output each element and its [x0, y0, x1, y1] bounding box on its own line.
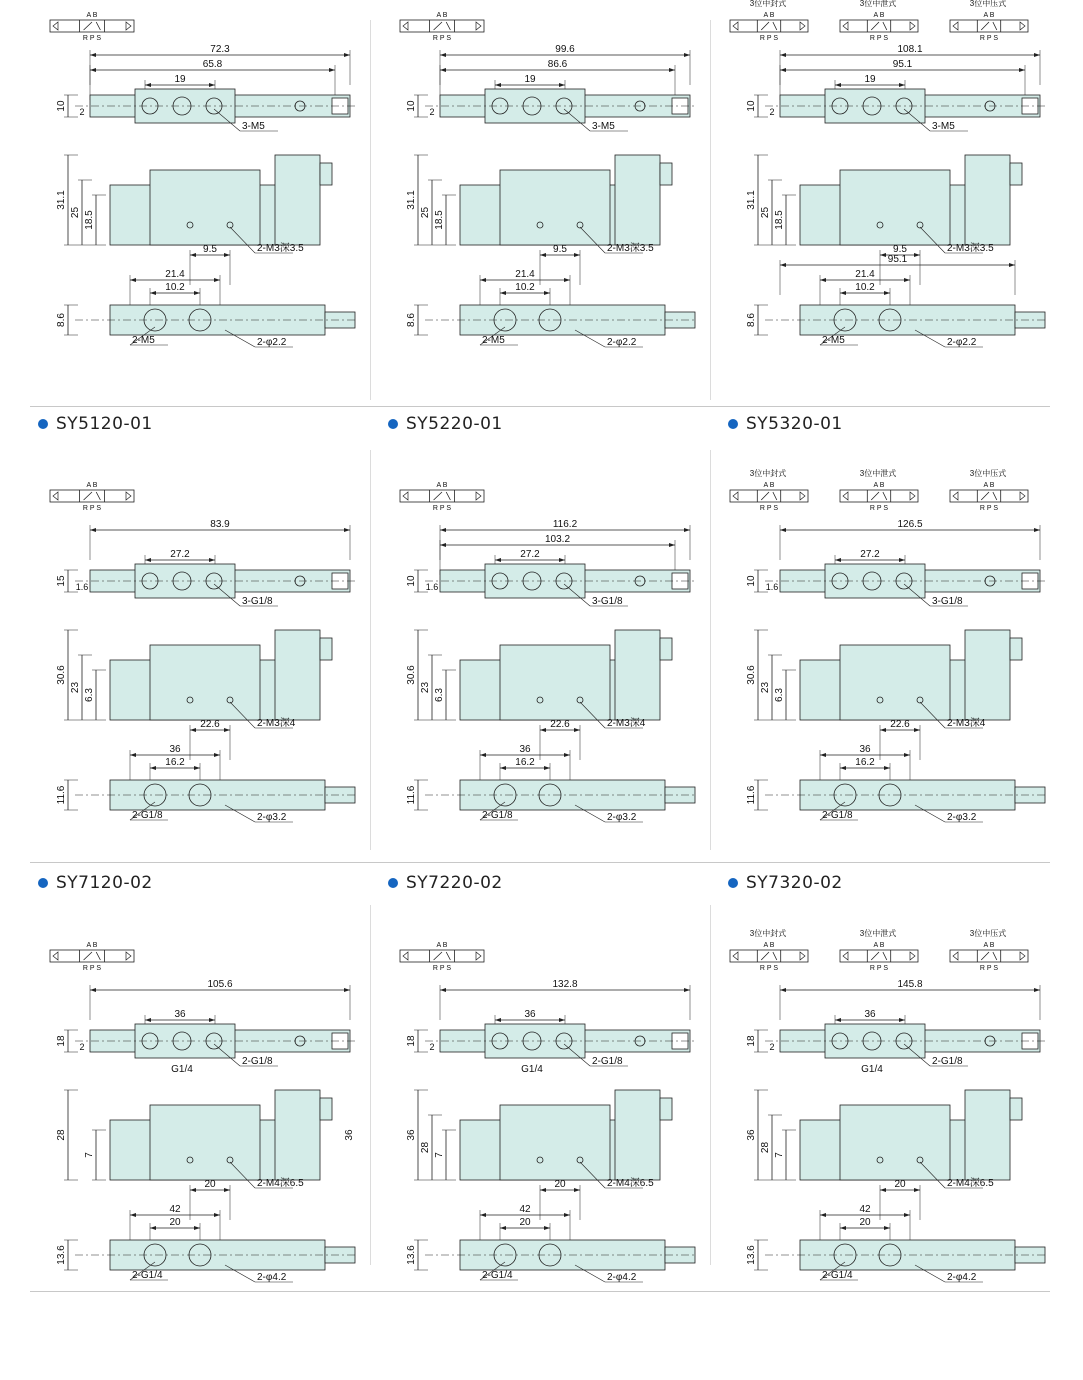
- dim-width: 10: [406, 575, 417, 587]
- port-callout: 2-G1/8: [132, 810, 163, 821]
- dim-bottom-height: 13.6: [406, 1245, 417, 1265]
- symbol-port-labels-bottom: R P S: [869, 505, 889, 512]
- bullet-icon: [388, 419, 398, 429]
- symbol-port-labels-top: A B: [763, 482, 775, 489]
- hole-callout: 2-φ2.2: [607, 337, 637, 348]
- symbol-port-labels-bottom: R P S: [759, 965, 779, 972]
- hole-callout: 2-φ3.2: [257, 812, 287, 823]
- dim-port-span: 36: [169, 744, 181, 755]
- bullet-icon: [38, 419, 48, 429]
- dim-port-pitch: 10.2: [855, 282, 875, 293]
- solenoid-coil: [275, 630, 320, 720]
- valve-symbol-icon: [400, 482, 484, 512]
- valve-symbol-icon: [950, 12, 1028, 42]
- dim-port-span: 21.4: [165, 269, 185, 280]
- solenoid-coil: [965, 1090, 1010, 1180]
- dim-port-span: 36: [519, 744, 531, 755]
- bottom-view: [406, 744, 695, 823]
- valve-symbol-icon: [730, 942, 808, 972]
- dim-inner-length: 86.6: [547, 59, 568, 70]
- dim-port-span: 36: [859, 744, 871, 755]
- valve-symbol-icon: [840, 482, 918, 512]
- symbol-variant-label: 3位中压式: [969, 929, 1007, 938]
- screw-callout: 2-M3深4: [607, 718, 646, 729]
- dim-screw-pitch: 22.6: [550, 719, 570, 730]
- symbol-port-labels-bottom: R P S: [869, 965, 889, 972]
- symbol-port-labels-bottom: R P S: [82, 35, 102, 42]
- symbol-port-labels-top: A B: [86, 942, 98, 949]
- dim-screw-pitch: 20: [554, 1179, 566, 1190]
- port-callout: 3-M5: [932, 121, 955, 132]
- dim-bottom-height: 13.6: [56, 1245, 67, 1265]
- port-callout: 3-G1/8: [242, 596, 273, 607]
- symbol-port-labels-bottom: R P S: [979, 35, 999, 42]
- dim-height: 30.6: [746, 665, 757, 685]
- dim-height: 36: [746, 1129, 757, 1141]
- dim-bottom-height: 11.6: [56, 785, 67, 805]
- dim-port-pitch: 20: [519, 1217, 531, 1228]
- bottom-view: [406, 1204, 695, 1283]
- dim-height: 30.6: [406, 665, 417, 685]
- port-callout: 2-M5: [482, 335, 505, 346]
- dim-offset: 1.6: [765, 582, 779, 592]
- symbol-port-labels-top: A B: [983, 482, 995, 489]
- model-title: [38, 873, 153, 893]
- port-callout: 2-G1/4: [822, 1270, 853, 1281]
- valve-cell: [720, 440, 1070, 880]
- valve-drawing: [30, 0, 380, 440]
- symbol-port-labels-top: A B: [436, 12, 448, 19]
- dim-height: 31.1: [56, 190, 67, 210]
- dim-bottom-height: 8.6: [746, 313, 757, 327]
- hole-callout: 2-φ4.2: [257, 1272, 287, 1283]
- symbol-variant-label: 3位中封式: [749, 929, 787, 938]
- dim-bottom-height: 11.6: [746, 785, 757, 805]
- dim-screw-pitch: 20: [204, 1179, 216, 1190]
- port-callout: 2-G1/4: [132, 1270, 163, 1281]
- dim-body-height: 28: [760, 1141, 771, 1154]
- symbol-port-labels-top: A B: [983, 12, 995, 19]
- valve-symbol-icon: [840, 12, 918, 42]
- dim-overall-length: 99.6: [555, 44, 575, 55]
- side-view: [56, 155, 332, 285]
- valve-symbol-icon: [50, 942, 134, 972]
- dim-mid-height: 7: [84, 1152, 95, 1158]
- valve-drawing: [720, 900, 1070, 1340]
- port-callout-2: G1/4: [521, 1064, 543, 1075]
- port-callout: 3-M5: [242, 121, 265, 132]
- symbol-port-labels-top: A B: [763, 12, 775, 19]
- port-callout: 2-G1/8: [242, 1056, 273, 1067]
- dim-port-spacing: 36: [524, 1009, 536, 1020]
- dim-mid-height: 7: [434, 1152, 445, 1158]
- dim-width: 10: [746, 575, 757, 587]
- dim-offset: 2: [79, 107, 85, 117]
- dim-overall-length: 132.8: [552, 979, 578, 990]
- dim-overall-length: 126.5: [897, 519, 923, 530]
- dim-port-pitch: 10.2: [165, 282, 185, 293]
- solenoid-coil: [615, 630, 660, 720]
- dim-width: 18: [406, 1035, 417, 1047]
- solenoid-coil: [615, 1090, 660, 1180]
- dim-port-span: 42: [169, 1204, 181, 1215]
- model-name: SY7220-02: [406, 873, 503, 893]
- symbol-port-labels-top: A B: [436, 942, 448, 949]
- dim-height: 28: [56, 1129, 67, 1141]
- dim-body-height: 23: [420, 681, 431, 694]
- symbol-port-labels-bottom: R P S: [869, 35, 889, 42]
- dim-body-height: 23: [70, 681, 81, 694]
- dim-offset: 2: [429, 107, 435, 117]
- valve-cell: [30, 440, 380, 880]
- symbol-port-labels-bottom: R P S: [759, 505, 779, 512]
- symbol-variant-label: 3位中泄式: [859, 469, 897, 478]
- dim-mid-height: 18.5: [84, 210, 95, 230]
- top-view: [406, 44, 695, 132]
- symbol-variant-label: 3位中泄式: [859, 0, 897, 8]
- symbol-port-labels-top: A B: [983, 942, 995, 949]
- symbol-variant-label: 3位中封式: [749, 0, 787, 8]
- valve-drawing: [30, 900, 380, 1340]
- dim-right-height: 36: [344, 1129, 355, 1141]
- dim-mid-height: 6.3: [434, 688, 445, 702]
- valve-symbol-icon: [400, 12, 484, 42]
- model-title: [388, 414, 503, 434]
- screw-callout: 2-M3深4: [947, 718, 986, 729]
- valve-drawing: [380, 0, 720, 440]
- dim-body-height: 25: [420, 206, 431, 219]
- symbol-port-labels-bottom: R P S: [432, 965, 452, 972]
- bottom-view: [406, 269, 695, 348]
- dim-offset: 1.6: [75, 582, 89, 592]
- valve-cell: [720, 0, 1070, 440]
- bullet-icon: [38, 878, 48, 888]
- dim-port-spacing: 27.2: [170, 549, 190, 560]
- dim-inner-length: 103.2: [544, 534, 571, 545]
- dim-port-pitch: 16.2: [515, 757, 535, 768]
- top-view: [56, 979, 355, 1075]
- hole-callout: 2-φ4.2: [947, 1272, 977, 1283]
- dim-screw-pitch: 9.5: [553, 244, 567, 255]
- dim-width: 10: [406, 100, 417, 112]
- bullet-icon: [728, 419, 738, 429]
- port-callout: 3-M5: [592, 121, 615, 132]
- top-view: [406, 519, 695, 607]
- screw-callout: 2-M4深6.5: [257, 1178, 304, 1189]
- dim-inner-length: 65.8: [202, 59, 223, 70]
- dim-width: 15: [56, 575, 67, 587]
- dim-mid-height: 18.5: [774, 210, 785, 230]
- screw-callout: 2-M3深3.5: [257, 243, 304, 254]
- dim-port-spacing: 19: [174, 74, 186, 85]
- top-view: [746, 979, 1045, 1075]
- dim-screw-pitch: 9.5: [893, 244, 907, 255]
- dim-screw-pitch: 22.6: [200, 719, 220, 730]
- symbol-port-labels-top: A B: [763, 942, 775, 949]
- valve-drawing: [380, 440, 720, 880]
- valve-cell: [30, 0, 380, 440]
- symbol-port-labels-bottom: R P S: [82, 965, 102, 972]
- valve-drawing: [30, 440, 380, 880]
- dim-port-spacing: 19: [864, 74, 876, 85]
- symbol-port-labels-bottom: R P S: [432, 505, 452, 512]
- symbol-port-labels-bottom: R P S: [979, 505, 999, 512]
- screw-callout: 2-M3深3.5: [947, 243, 994, 254]
- side-view: [746, 1090, 1022, 1220]
- symbol-port-labels-bottom: R P S: [82, 505, 102, 512]
- model-title: [728, 414, 843, 434]
- dim-mid-height: 7: [774, 1152, 785, 1158]
- dim-overall-length: 145.8: [897, 979, 923, 990]
- dim-port-pitch: 20: [169, 1217, 181, 1228]
- dim-offset: 2: [769, 107, 775, 117]
- dim-body-height: 23: [760, 681, 771, 694]
- dim-bottom-height: 11.6: [406, 785, 417, 805]
- dim-mid-height: 18.5: [434, 210, 445, 230]
- hole-callout: 2-φ2.2: [947, 337, 977, 348]
- symbol-variant-label: 3位中泄式: [859, 929, 897, 938]
- dim-port-span: 42: [519, 1204, 531, 1215]
- solenoid-coil: [615, 155, 660, 245]
- top-view: [746, 519, 1045, 607]
- bottom-view: [56, 269, 355, 348]
- dim-offset: 1.6: [425, 582, 439, 592]
- model-title: [38, 414, 153, 434]
- port-callout: 3-G1/8: [592, 596, 623, 607]
- dim-height: 36: [406, 1129, 417, 1141]
- valve-drawing: [720, 440, 1070, 880]
- port-callout: 3-G1/8: [932, 596, 963, 607]
- model-title: [388, 873, 503, 893]
- symbol-variant-label: 3位中封式: [749, 469, 787, 478]
- valve-drawing: [720, 0, 1070, 440]
- symbol-port-labels-bottom: R P S: [759, 35, 779, 42]
- dim-port-spacing: 27.2: [860, 549, 880, 560]
- hole-callout: 2-φ4.2: [607, 1272, 637, 1283]
- dim-body-height: 28: [420, 1141, 431, 1154]
- bottom-view: [746, 254, 1045, 348]
- valve-cell: [380, 0, 720, 440]
- dim-width: 18: [56, 1035, 67, 1047]
- dim-height: 31.1: [746, 190, 757, 210]
- dim-bottom-length: 95.1: [887, 254, 908, 265]
- port-callout: 2-M5: [822, 335, 845, 346]
- dim-width: 10: [746, 100, 757, 112]
- valve-cell: [720, 900, 1070, 1340]
- dim-port-pitch: 10.2: [515, 282, 535, 293]
- side-view: [746, 630, 1022, 760]
- top-view: [56, 44, 355, 132]
- dim-offset: 2: [79, 1042, 85, 1052]
- screw-callout: 2-M3深4: [257, 718, 296, 729]
- symbol-port-labels-top: A B: [86, 482, 98, 489]
- bottom-view: [56, 744, 355, 823]
- dim-bottom-height: 13.6: [746, 1245, 757, 1265]
- solenoid-coil: [965, 155, 1010, 245]
- model-name: SY5120-01: [56, 414, 153, 434]
- valve-drawing: [380, 900, 720, 1340]
- valve-symbol-icon: [50, 482, 134, 512]
- port-callout: 2-G1/8: [482, 810, 513, 821]
- dim-screw-pitch: 22.6: [890, 719, 910, 730]
- valve-cell: [30, 900, 380, 1340]
- valve-symbol-icon: [950, 942, 1028, 972]
- valve-symbol-icon: [950, 482, 1028, 512]
- dim-mid-height: 6.3: [84, 688, 95, 702]
- symbol-variant-label: 3位中压式: [969, 469, 1007, 478]
- screw-callout: 2-M4深6.5: [607, 1178, 654, 1189]
- dim-port-spacing: 27.2: [520, 549, 540, 560]
- valve-cell: [380, 900, 720, 1340]
- valve-symbol-icon: [730, 12, 808, 42]
- side-view: [406, 1090, 672, 1220]
- valve-symbol-icon: [50, 12, 134, 42]
- dim-height: 31.1: [406, 190, 417, 210]
- dim-overall-length: 105.6: [207, 979, 233, 990]
- hole-callout: 2-φ3.2: [947, 812, 977, 823]
- dim-port-spacing: 36: [174, 1009, 186, 1020]
- model-name: SY7320-02: [746, 873, 843, 893]
- dim-port-span: 42: [859, 1204, 871, 1215]
- bottom-view: [746, 744, 1045, 823]
- dim-height: 30.6: [56, 665, 67, 685]
- side-view: [746, 155, 1022, 285]
- symbol-variant-label: 3位中压式: [969, 0, 1007, 8]
- dim-overall-length: 72.3: [210, 44, 230, 55]
- dim-overall-length: 116.2: [552, 519, 578, 530]
- dim-mid-height: 6.3: [774, 688, 785, 702]
- dim-bottom-height: 8.6: [56, 313, 67, 327]
- symbol-port-labels-bottom: R P S: [979, 965, 999, 972]
- model-name: SY7120-02: [56, 873, 153, 893]
- side-view: [406, 630, 672, 760]
- screw-callout: 2-M3深3.5: [607, 243, 654, 254]
- dim-port-pitch: 20: [859, 1217, 871, 1228]
- symbol-port-labels-top: A B: [436, 482, 448, 489]
- port-callout: 2-G1/8: [592, 1056, 623, 1067]
- dim-port-pitch: 16.2: [165, 757, 185, 768]
- dim-port-span: 21.4: [515, 269, 535, 280]
- bottom-view: [56, 1204, 355, 1283]
- port-callout: 2-M5: [132, 335, 155, 346]
- dim-screw-pitch: 9.5: [203, 244, 217, 255]
- model-title: [728, 873, 843, 893]
- symbol-port-labels-top: A B: [873, 482, 885, 489]
- solenoid-coil: [275, 155, 320, 245]
- dim-body-height: 25: [760, 206, 771, 219]
- top-view: [746, 44, 1045, 132]
- valve-cell: [380, 440, 720, 880]
- screw-callout: 2-M4深6.5: [947, 1178, 994, 1189]
- top-view: [56, 519, 355, 607]
- bullet-icon: [388, 878, 398, 888]
- port-callout-2: G1/4: [171, 1064, 193, 1075]
- dim-screw-pitch: 20: [894, 1179, 906, 1190]
- dim-port-spacing: 36: [864, 1009, 876, 1020]
- dim-port-span: 21.4: [855, 269, 875, 280]
- port-callout: 2-G1/8: [822, 810, 853, 821]
- model-name: SY5320-01: [746, 414, 843, 434]
- dim-port-pitch: 16.2: [855, 757, 875, 768]
- dim-port-spacing: 19: [524, 74, 536, 85]
- top-view: [406, 979, 695, 1075]
- side-view: [406, 155, 672, 285]
- model-name: SY5220-01: [406, 414, 503, 434]
- solenoid-coil: [965, 630, 1010, 720]
- dim-body-height: 25: [70, 206, 81, 219]
- bottom-view: [746, 1204, 1045, 1283]
- bullet-icon: [728, 878, 738, 888]
- valve-symbol-icon: [400, 942, 484, 972]
- dim-bottom-height: 8.6: [406, 313, 417, 327]
- side-view: [56, 630, 332, 760]
- dim-width: 18: [746, 1035, 757, 1047]
- dim-width: 10: [56, 100, 67, 112]
- dim-overall-length: 108.1: [897, 44, 923, 55]
- symbol-port-labels-bottom: R P S: [432, 35, 452, 42]
- port-callout-2: G1/4: [861, 1064, 883, 1075]
- symbol-port-labels-top: A B: [86, 12, 98, 19]
- dim-inner-length: 95.1: [892, 59, 913, 70]
- valve-symbol-icon: [730, 482, 808, 512]
- port-callout: 2-G1/8: [932, 1056, 963, 1067]
- port-callout: 2-G1/4: [482, 1270, 513, 1281]
- side-view: [56, 1090, 355, 1220]
- solenoid-coil: [275, 1090, 320, 1180]
- dim-offset: 2: [429, 1042, 435, 1052]
- symbol-port-labels-top: A B: [873, 12, 885, 19]
- hole-callout: 2-φ2.2: [257, 337, 287, 348]
- dim-offset: 2: [769, 1042, 775, 1052]
- symbol-port-labels-top: A B: [873, 942, 885, 949]
- hole-callout: 2-φ3.2: [607, 812, 637, 823]
- valve-symbol-icon: [840, 942, 918, 972]
- dim-overall-length: 83.9: [210, 519, 230, 530]
